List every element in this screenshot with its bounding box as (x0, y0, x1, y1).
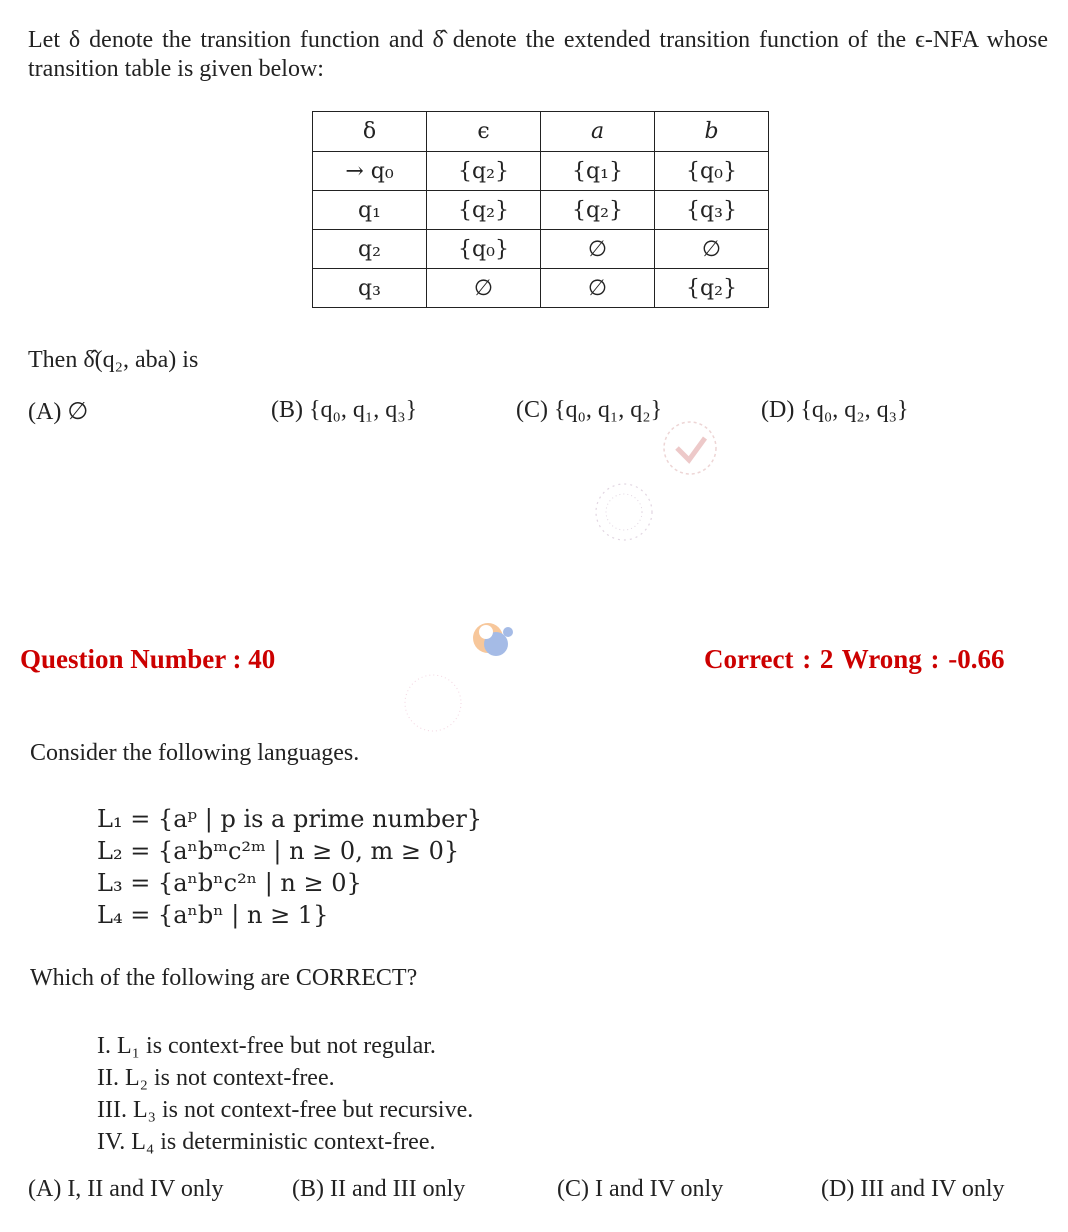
table-cell: q₂ (313, 230, 427, 269)
header-cell: a (541, 112, 655, 152)
table-row (313, 152, 769, 191)
language-l4: L₄ = {aⁿbⁿ | n ≥ 1} (97, 901, 329, 929)
table-cell: {q₁} (541, 152, 655, 191)
marking-scheme: Correct : 2 Wrong : -0.66 (704, 644, 1005, 674)
answer-option-d[interactable]: (D) III and IV only (821, 1176, 1005, 1202)
table-cell: {q₂} (427, 152, 541, 191)
table-cell: ∅ (655, 230, 769, 269)
question-intro: Let δ denote the transition function and δ̂ denote the extended transition function of the ϵ-NFA whose transition table is given below: (28, 27, 1048, 82)
header-cell: ϵ (427, 112, 541, 152)
table-cell: {q₃} (655, 191, 769, 230)
option-a[interactable]: (A) ∅ (28, 399, 89, 425)
watermark-stamp-icon (655, 418, 725, 478)
option-b[interactable]: (B) {q₀, q₁, q₃} (271, 397, 418, 423)
table-header-row (313, 112, 769, 152)
language-list (97, 803, 482, 931)
answer-option-a[interactable]: (A) I, II and IV only (28, 1176, 224, 1202)
option-d[interactable]: (D) {q₀, q₂, q₃} (761, 397, 909, 423)
watermark-ring-icon (398, 670, 468, 736)
answer-option-c[interactable]: (C) I and IV only (557, 1176, 724, 1202)
table-cell: q₃ (313, 269, 427, 308)
header-cell: b (655, 112, 769, 152)
statement-list (97, 1030, 473, 1158)
watermark-seal-icon (588, 478, 662, 548)
language-l1: L₁ = {aᵖ | p is a prime number} (97, 805, 483, 833)
table-cell: → q₀ (313, 152, 427, 191)
transition-table (312, 111, 769, 308)
table-row (313, 230, 769, 269)
question-intro-text: Consider the following languages. (30, 740, 360, 766)
table-row (313, 191, 769, 230)
table-cell: {q₀} (655, 152, 769, 191)
table-cell: ∅ (541, 230, 655, 269)
statement-iv: IV. L₄ is deterministic context-free. (97, 1129, 436, 1155)
question-stem: Then δ̂(q₂, aba) is (28, 347, 199, 373)
language-l2: L₂ = {aⁿbᵐc²ᵐ | n ≥ 0, m ≥ 0} (97, 837, 460, 865)
statement-iii: III. L₃ is not context-free but recursive. (97, 1097, 474, 1123)
question-prompt: Which of the following are CORRECT? (30, 965, 418, 991)
table-cell: {q₂} (655, 269, 769, 308)
table-cell: {q₂} (541, 191, 655, 230)
question-number: Question Number : 40 (20, 644, 276, 674)
table-cell: q₁ (313, 191, 427, 230)
table-cell: {q₀} (427, 230, 541, 269)
header-cell: δ (313, 112, 427, 152)
table-cell: ∅ (427, 269, 541, 308)
language-l3: L₃ = {aⁿbⁿc²ⁿ | n ≥ 0} (97, 869, 362, 897)
option-c[interactable]: (C) {q₀, q₁, q₂} (516, 397, 663, 423)
statement-i: I. L₁ is context-free but not regular. (97, 1033, 436, 1059)
table-row (313, 269, 769, 308)
table-cell: {q₂} (427, 191, 541, 230)
logo-icon (468, 616, 520, 666)
statement-ii: II. L₂ is not context-free. (97, 1065, 335, 1091)
answer-option-b[interactable]: (B) II and III only (292, 1176, 466, 1202)
table-cell: ∅ (541, 269, 655, 308)
